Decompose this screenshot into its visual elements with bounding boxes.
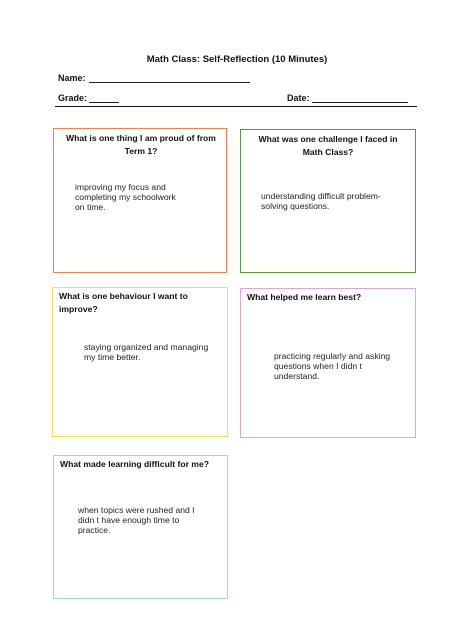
page-title: Math Class: Self-Reflection (10 Minutes) [146,54,328,65]
name-label: Name: [58,73,86,83]
date-label: Date: [287,93,310,103]
reflection-card-difficult [53,455,228,599]
card-answer[interactable]: improving my focus and completing my schoolwork on time. [75,182,176,212]
name-line[interactable] [89,82,250,83]
card-question: What was one challenge I faced in Math Class? [258,134,398,157]
card-answer[interactable]: understanding difficult problem-solving questions. [261,191,381,211]
card-question: What helped me learn best? [247,292,362,302]
card-answer[interactable]: when topics were rushed and I didn t have enough time to practice. [78,505,195,535]
card-question: What is one thing I am proud of from Term 1? [66,133,216,156]
date-line[interactable] [312,102,408,103]
grade-label: Grade: [58,93,88,103]
reflection-card-behaviour [52,287,228,437]
card-answer[interactable]: staying organized and managing my time better. [84,342,209,362]
header-divider [55,106,417,107]
reflection-card-challenge [240,129,416,273]
card-question: What made learning difficult for me? [60,459,209,469]
reflection-card-helped [240,288,416,438]
grade-line[interactable] [89,102,119,103]
card-answer[interactable]: practicing regularly and asking questions when I didn t understand. [274,351,391,381]
reflection-card-proud [53,128,227,273]
card-question: What is one behaviour I want to improve? [59,291,188,314]
